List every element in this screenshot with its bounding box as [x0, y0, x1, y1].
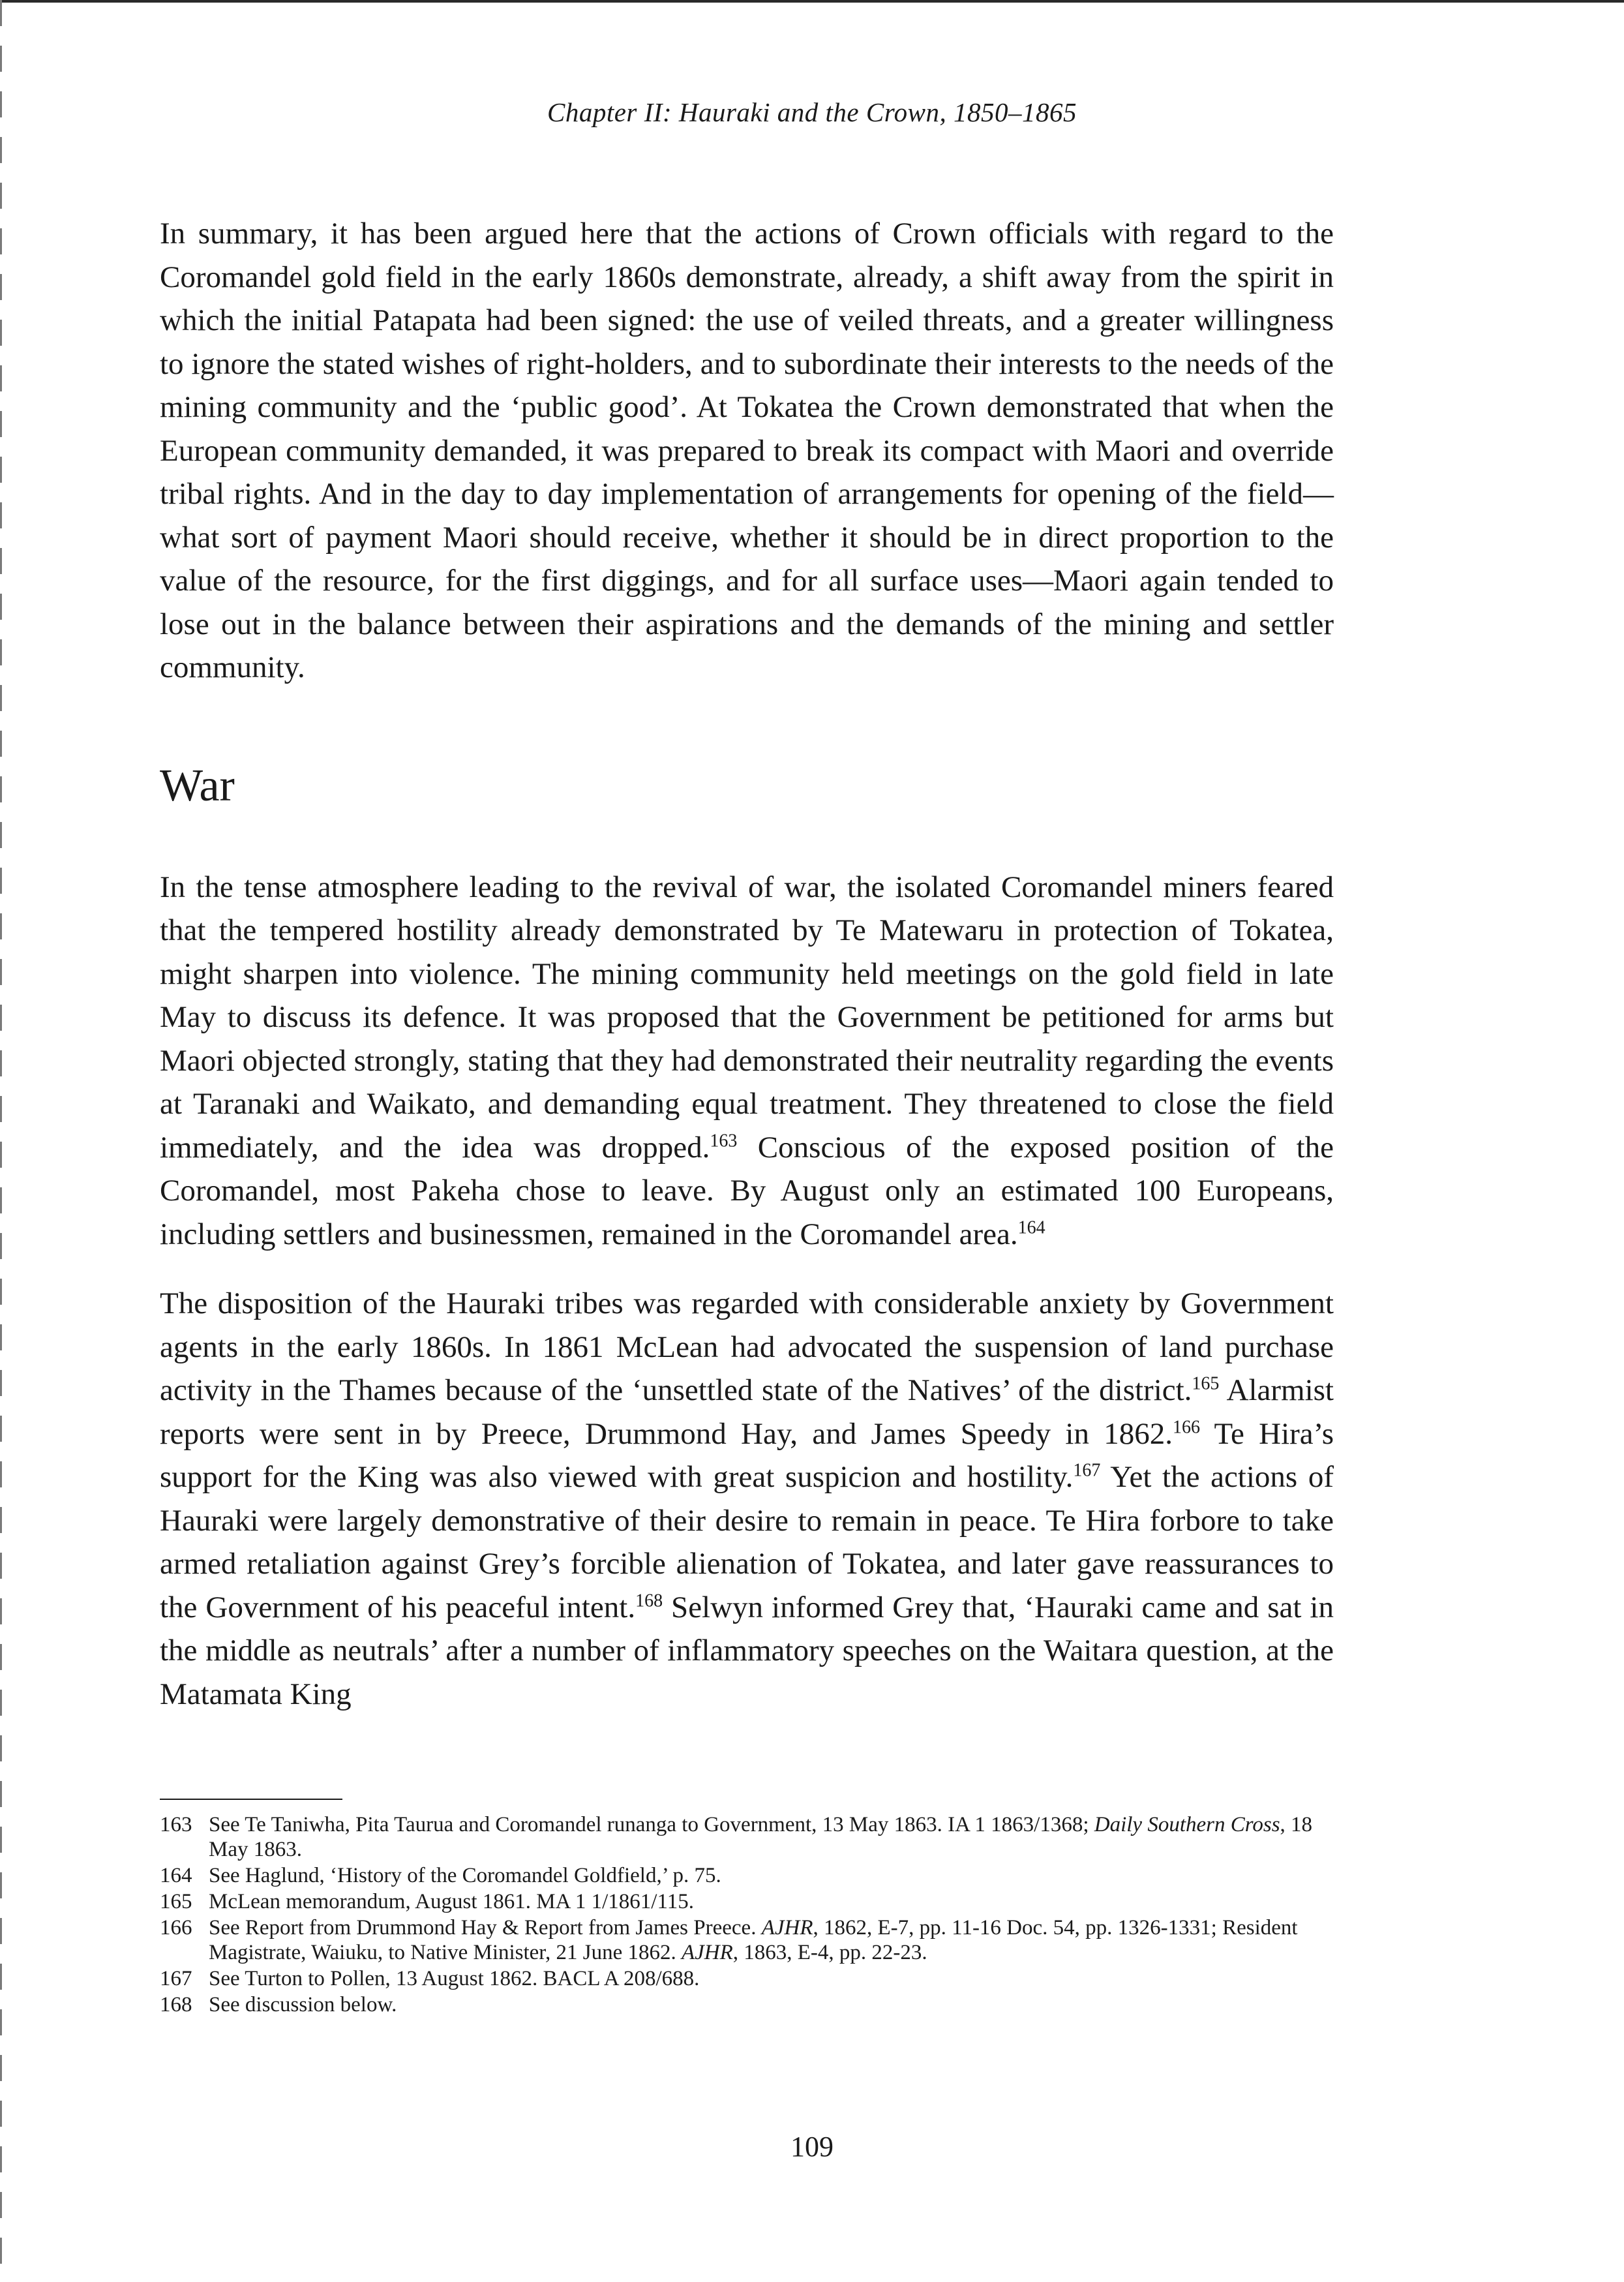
footnote-text-part: , 18 May 1863. — [209, 1813, 1313, 1861]
paragraph-war-2 — [160, 1282, 1334, 1716]
scan-border-left — [0, 0, 2, 2282]
paragraph-text: Te Hira’s support for the King was also viewed with great suspicion and hostility. — [160, 1416, 1334, 1494]
footnote-text-part: See Report from Drummond Hay & Report from James Preece. — [209, 1916, 762, 1940]
footnote-text: See Haglund, ‘History of the Coromandel Goldfield,’ p. 75. — [209, 1864, 721, 1887]
footnote-separator — [160, 1799, 342, 1800]
footnote-text: McLean memorandum, August 1861. MA 1 1/1861/115. — [209, 1890, 694, 1913]
footnote-text: See discussion below. — [209, 1993, 397, 2016]
footnote-text-part: , 1863, E-4, pp. 22-23. — [732, 1941, 927, 1964]
footnote-ref-164[interactable]: 164 — [1017, 1217, 1045, 1238]
footnote-text — [209, 1915, 1334, 1965]
running-head: Chapter II: Hauraki and the Crown, 1850–1865 — [547, 97, 1077, 127]
footnote-ref-163[interactable]: 163 — [710, 1130, 738, 1151]
paragraph-war-1 — [160, 866, 1334, 1256]
footnote-ref-167[interactable]: 167 — [1073, 1460, 1101, 1481]
paragraph-summary-text: In summary, it has been argued here that the actions of Crown officials with regard to the Coromandel gold field in the early 1860s demonstrate, already, a shift away from the spirit in which the initial Patapata had been signed: the use of veiled threats, and a greater willingness to ignore the stated wishes of right-holders, and to subordinate their interests to the needs of the mining community and the ‘public good’. At Tokatea the Crown demonstrated that when the European community demanded, it was prepared to break its compact with Maori and override tribal rights. And in the day to day implementation of arrangements for opening of the field—what sort of payment Maori should receive, whether it should be in direct proportion to the value of the resource, for the first diggings, and for all surface uses—Maori again tended to lose out in the balance between their aspirations and the demands of the mining and settler community. — [160, 217, 1334, 684]
main-text — [160, 212, 1334, 1742]
footnote-italic-title: AJHR — [681, 1941, 733, 1964]
footnote-text-part: See Te Taniwha, Pita Taurua and Coromandel runanga to Government, 13 May 1863. IA 1 1863/1368; — [209, 1813, 1094, 1836]
footnote-ref-165[interactable]: 165 — [1192, 1373, 1220, 1394]
footnote-168 — [160, 1992, 1334, 2017]
footnotes — [160, 1812, 1334, 2018]
footnote-number: 165 — [160, 1890, 192, 1913]
footnote-number: 167 — [160, 1967, 192, 1990]
footnote-italic-title: Daily Southern Cross — [1094, 1813, 1280, 1836]
footnote-text-part: , 1862, E-7, pp. 11-16 Doc. 54, pp. 1326-1331; Resident Magistrate, Waiuku, to Native Minister, 21 June 1862. — [209, 1916, 1298, 1964]
footnote-ref-168[interactable]: 168 — [635, 1590, 663, 1611]
paragraph-text: In the tense atmosphere leading to the revival of war, the isolated Coromandel miners feared that the tempered hostility already demonstrated by Te Matewaru in protection of Tokatea, might sharpen into violence. The mining community held meetings on the gold field in late May to discuss its defence. It was proposed that the Government be petitioned for arms but Maori objected strongly, stating that they had demonstrated their neutrality regarding the events at Taranaki and Waikato, and demanding equal treatment. They threatened to close the field immediately, and the idea was dropped. — [160, 870, 1334, 1164]
footnote-ref-166[interactable]: 166 — [1173, 1416, 1201, 1437]
footnote-163 — [160, 1812, 1334, 1862]
page-number: 109 — [790, 2131, 834, 2163]
paragraph-summary — [160, 212, 1334, 690]
footnote-number: 163 — [160, 1813, 192, 1836]
footnote-165 — [160, 1889, 1334, 1914]
paragraph-text: Yet the actions of Hauraki were largely demonstrative of their desire to remain in peace. Te Hira forbore to take armed retaliation against Grey’s forcible alienation of Tokatea, and later gave reassurances to the Government of his peaceful intent. — [160, 1460, 1334, 1624]
footnote-166 — [160, 1915, 1334, 1965]
footnote-text — [209, 1812, 1334, 1862]
scan-border-top — [0, 0, 1624, 3]
footnote-number: 164 — [160, 1864, 192, 1887]
footnote-167 — [160, 1966, 1334, 1991]
footnote-number: 168 — [160, 1993, 192, 2016]
footnote-number: 166 — [160, 1916, 192, 1940]
footnote-164 — [160, 1863, 1334, 1888]
paragraph-text: Alarmist reports were sent in by Preece, Drummond Hay, and James Speedy in 1862. — [160, 1373, 1334, 1451]
footnote-text: See Turton to Pollen, 13 August 1862. BACL A 208/688. — [209, 1967, 700, 1990]
footnote-italic-title: AJHR — [761, 1916, 813, 1940]
section-heading-war: War — [160, 760, 235, 811]
paragraph-text: Selwyn informed Grey that, ‘Hauraki came and sat in the middle as neutrals’ after a number of inflammatory speeches on the Waitara question, at the Matamata King — [160, 1590, 1334, 1711]
paragraph-text: The disposition of the Hauraki tribes was regarded with considerable anxiety by Government agents in the early 1860s. In 1861 McLean had advocated the suspension of land purchase activity in the Thames because of the ‘unsettled state of the Natives’ of the district. — [160, 1286, 1334, 1407]
paragraph-text: Conscious of the exposed position of the Coromandel, most Pakeha chose to leave. By August only an estimated 100 Europeans, including settlers and businessmen, remained in the Coromandel area. — [160, 1130, 1334, 1251]
